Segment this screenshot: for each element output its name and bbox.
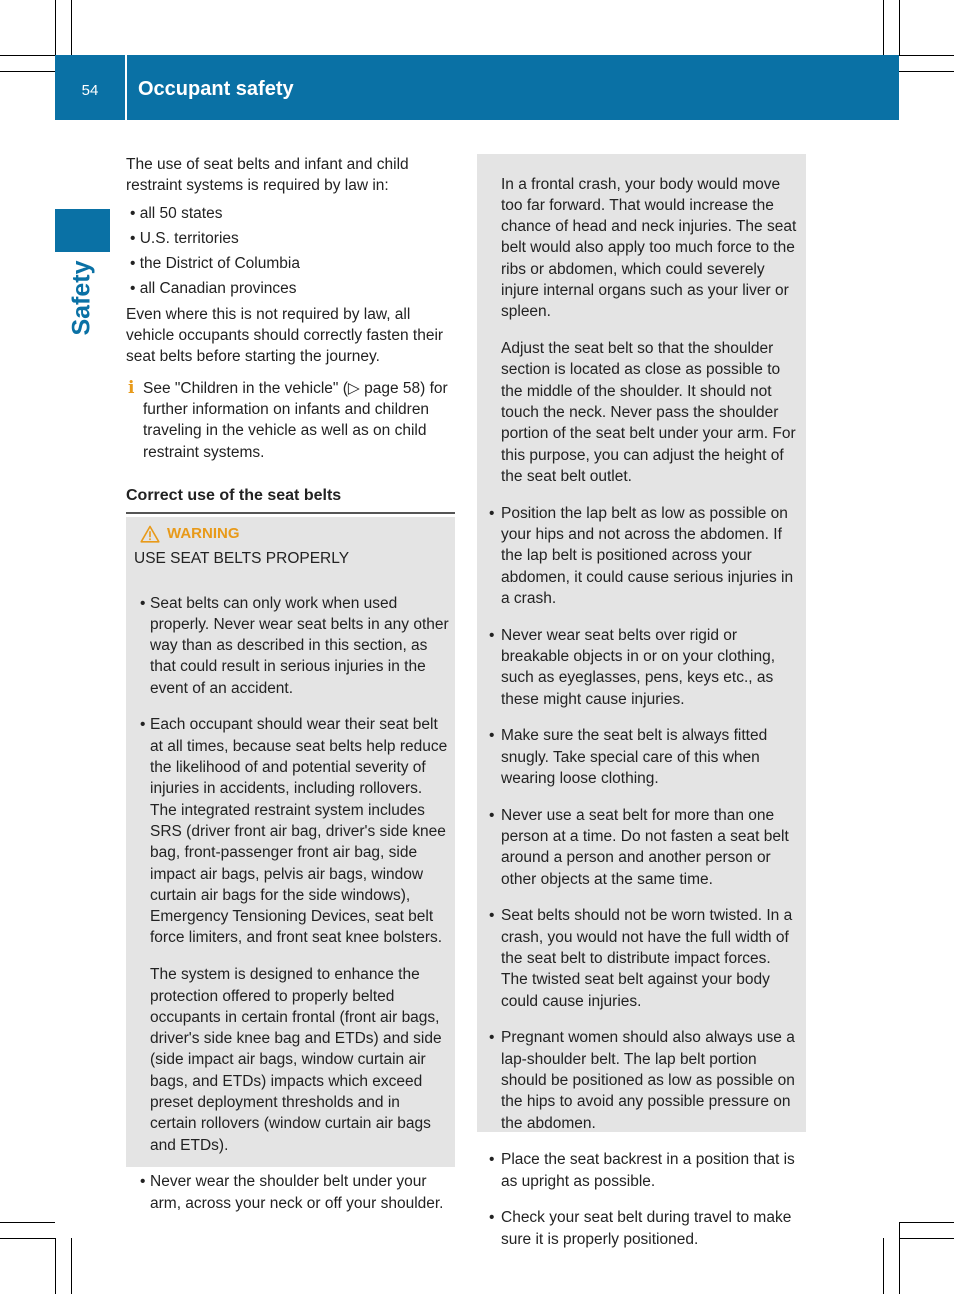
crop-mark — [883, 0, 884, 55]
body-text: Even where this is not required by law, all vehicle occupants should correctly fasten their seat belts before starting the journey. — [126, 305, 444, 366]
bullet: • — [489, 504, 495, 522]
bullet: • — [489, 1029, 495, 1047]
warning-list — [126, 577, 455, 1230]
warning-subtitle: USE SEAT BELTS PROPERLY — [134, 550, 350, 567]
crop-mark — [0, 71, 55, 72]
bullet: • — [489, 806, 495, 824]
info-text[interactable]: See "Children in the vehicle" (▷ page 58) for further information on infants and children traveling in the vehicle as well as on child restraint systems. — [143, 379, 448, 461]
crop-mark — [71, 0, 72, 55]
header-divider — [125, 55, 127, 120]
bullet: • — [489, 1151, 495, 1169]
law-list — [126, 203, 455, 300]
list-item: • the District of Columbia — [130, 255, 300, 273]
warning-box — [126, 517, 455, 1212]
list-item: • Pregnant women should also always use a lap-shoulder belt. The lap belt portion should be positioned as low as possible on the hips to avoid any possible pressure on the abdomen. — [489, 1029, 795, 1132]
list-item: • all Canadian provinces — [130, 280, 297, 298]
list-item: • Never use a seat belt for more than one person at a time. Do not fasten a seat belt around a person and another person or other objects at the same time. — [489, 806, 789, 888]
crop-mark — [71, 1238, 72, 1294]
info-note — [126, 378, 455, 463]
warning-label: WARNING — [167, 525, 240, 542]
info-icon: i — [128, 377, 135, 398]
list-item: • Seat belts can only work when used properly. Never wear seat belts in any other way than as described in this section, as that could result in serious injuries in the event of an accident. — [140, 594, 449, 697]
crop-mark — [55, 1238, 56, 1294]
page-title: Occupant safety — [138, 78, 294, 100]
warning-box-continued — [477, 154, 806, 1248]
list-item: • Position the lap belt as low as possible on your hips and not across the abdomen. If the lap belt is positioned across your abdomen, it could cause serious injuries in a crash. — [489, 504, 794, 607]
section-side-tab: Safety — [67, 260, 96, 336]
bullet: • — [140, 594, 146, 612]
list-item: • Never wear the shoulder belt under your arm, across your neck or off your shoulder. — [140, 1173, 444, 1212]
page-number: 54 — [81, 82, 99, 99]
left-column — [126, 154, 455, 514]
warning-triangle-icon — [140, 525, 160, 543]
crop-mark — [899, 0, 900, 55]
bullet: • — [489, 1209, 495, 1227]
crop-mark — [0, 1238, 55, 1239]
list-item: • Seat belts should not be worn twisted. In a crash, you would not have the full width of the seat belt to distribute impact forces. The twisted seat belt against your body could cause injuries. — [489, 907, 793, 1010]
list-item: • Never wear seat belts over rigid or breakable objects in or on your clothing, such as eyeglasses, pens, keys etc., as these might cause injuries. — [489, 626, 775, 708]
list-item — [477, 174, 806, 488]
page-header — [55, 55, 899, 120]
crop-mark — [899, 71, 954, 72]
crop-mark — [899, 1222, 954, 1223]
crop-mark — [0, 1222, 55, 1223]
side-tab-marker — [55, 209, 110, 252]
continuation-text: Adjust the seat belt so that the shoulder section is located as close as possible to the middle of the shoulder. It should not touch the neck. Never pass the shoulder portion of the seat belt under your arm. For this purpose, you can adjust the height of the seat belt outlet. — [501, 340, 796, 485]
list-item: • all 50 states — [130, 204, 223, 222]
bullet: • — [489, 727, 495, 745]
bullet: • — [140, 1173, 146, 1191]
bullet: • — [140, 716, 146, 734]
list-item: • Each occupant should wear their seat belt at all times, because seat belts help reduce the likelihood of and potential severity of injuries in accidents, including rollovers. The integrated restraint system includes SRS (driver front air bag, driver's side knee bag, front-passenger front air bag, side impact air bags, pelvis air bags, window curtain air bags for the side windows), Emergency Tensioning Devices, seat belt force limiters, and front seat knee bolsters. The system is designed to enhance the protection offered to properly belted occupants in certain frontal (front air bags, driver's side knee bag and ETDs) and side (side impact air bags, window curtain air bags, and ETDs) impacts which exceed preset deployment thresholds and in certain rollovers (window curtain air bags and ETDs). — [126, 714, 455, 1155]
list-item: • Place the seat backrest in a position that is as upright as possible. — [489, 1151, 795, 1190]
continuation-text: In a frontal crash, your body would move too far forward. That would increase the chance of head and neck injuries. The seat belt would also apply too much force to the ribs or abdomen, which could severely injure internal organs such as your liver or spleen. — [501, 175, 797, 321]
list-item: • U.S. territories — [130, 229, 239, 247]
crop-mark — [0, 55, 55, 56]
crop-mark — [899, 1222, 900, 1294]
section-heading: Correct use of the seat belts — [126, 485, 455, 514]
crop-mark — [55, 0, 56, 55]
list-item: • Make sure the seat belt is always fitted snugly. Take special care of this when wearing loose clothing. — [489, 727, 768, 787]
crop-mark — [899, 55, 954, 56]
crop-mark — [899, 1238, 954, 1239]
bullet: • — [489, 626, 495, 644]
continuation-text: The system is designed to enhance the protection offered to properly belted occupants in certain frontal (front air bags, driver's side knee bag and ETDs) and side (side impact air bags, window curtain air bags, and ETDs) impacts which exceed preset deployment thresholds and in certain rollovers (window curtain air bags and ETDs). — [150, 966, 442, 1154]
warning-list-continued — [477, 158, 806, 1266]
crop-mark — [883, 1238, 884, 1294]
intro-text: The use of seat belts and infant and child restraint systems is required by law in: — [126, 156, 409, 195]
bullet: • — [489, 907, 495, 925]
list-item: • Check your seat belt during travel to make sure it is properly positioned. — [489, 1209, 792, 1248]
warning-header — [140, 523, 240, 544]
